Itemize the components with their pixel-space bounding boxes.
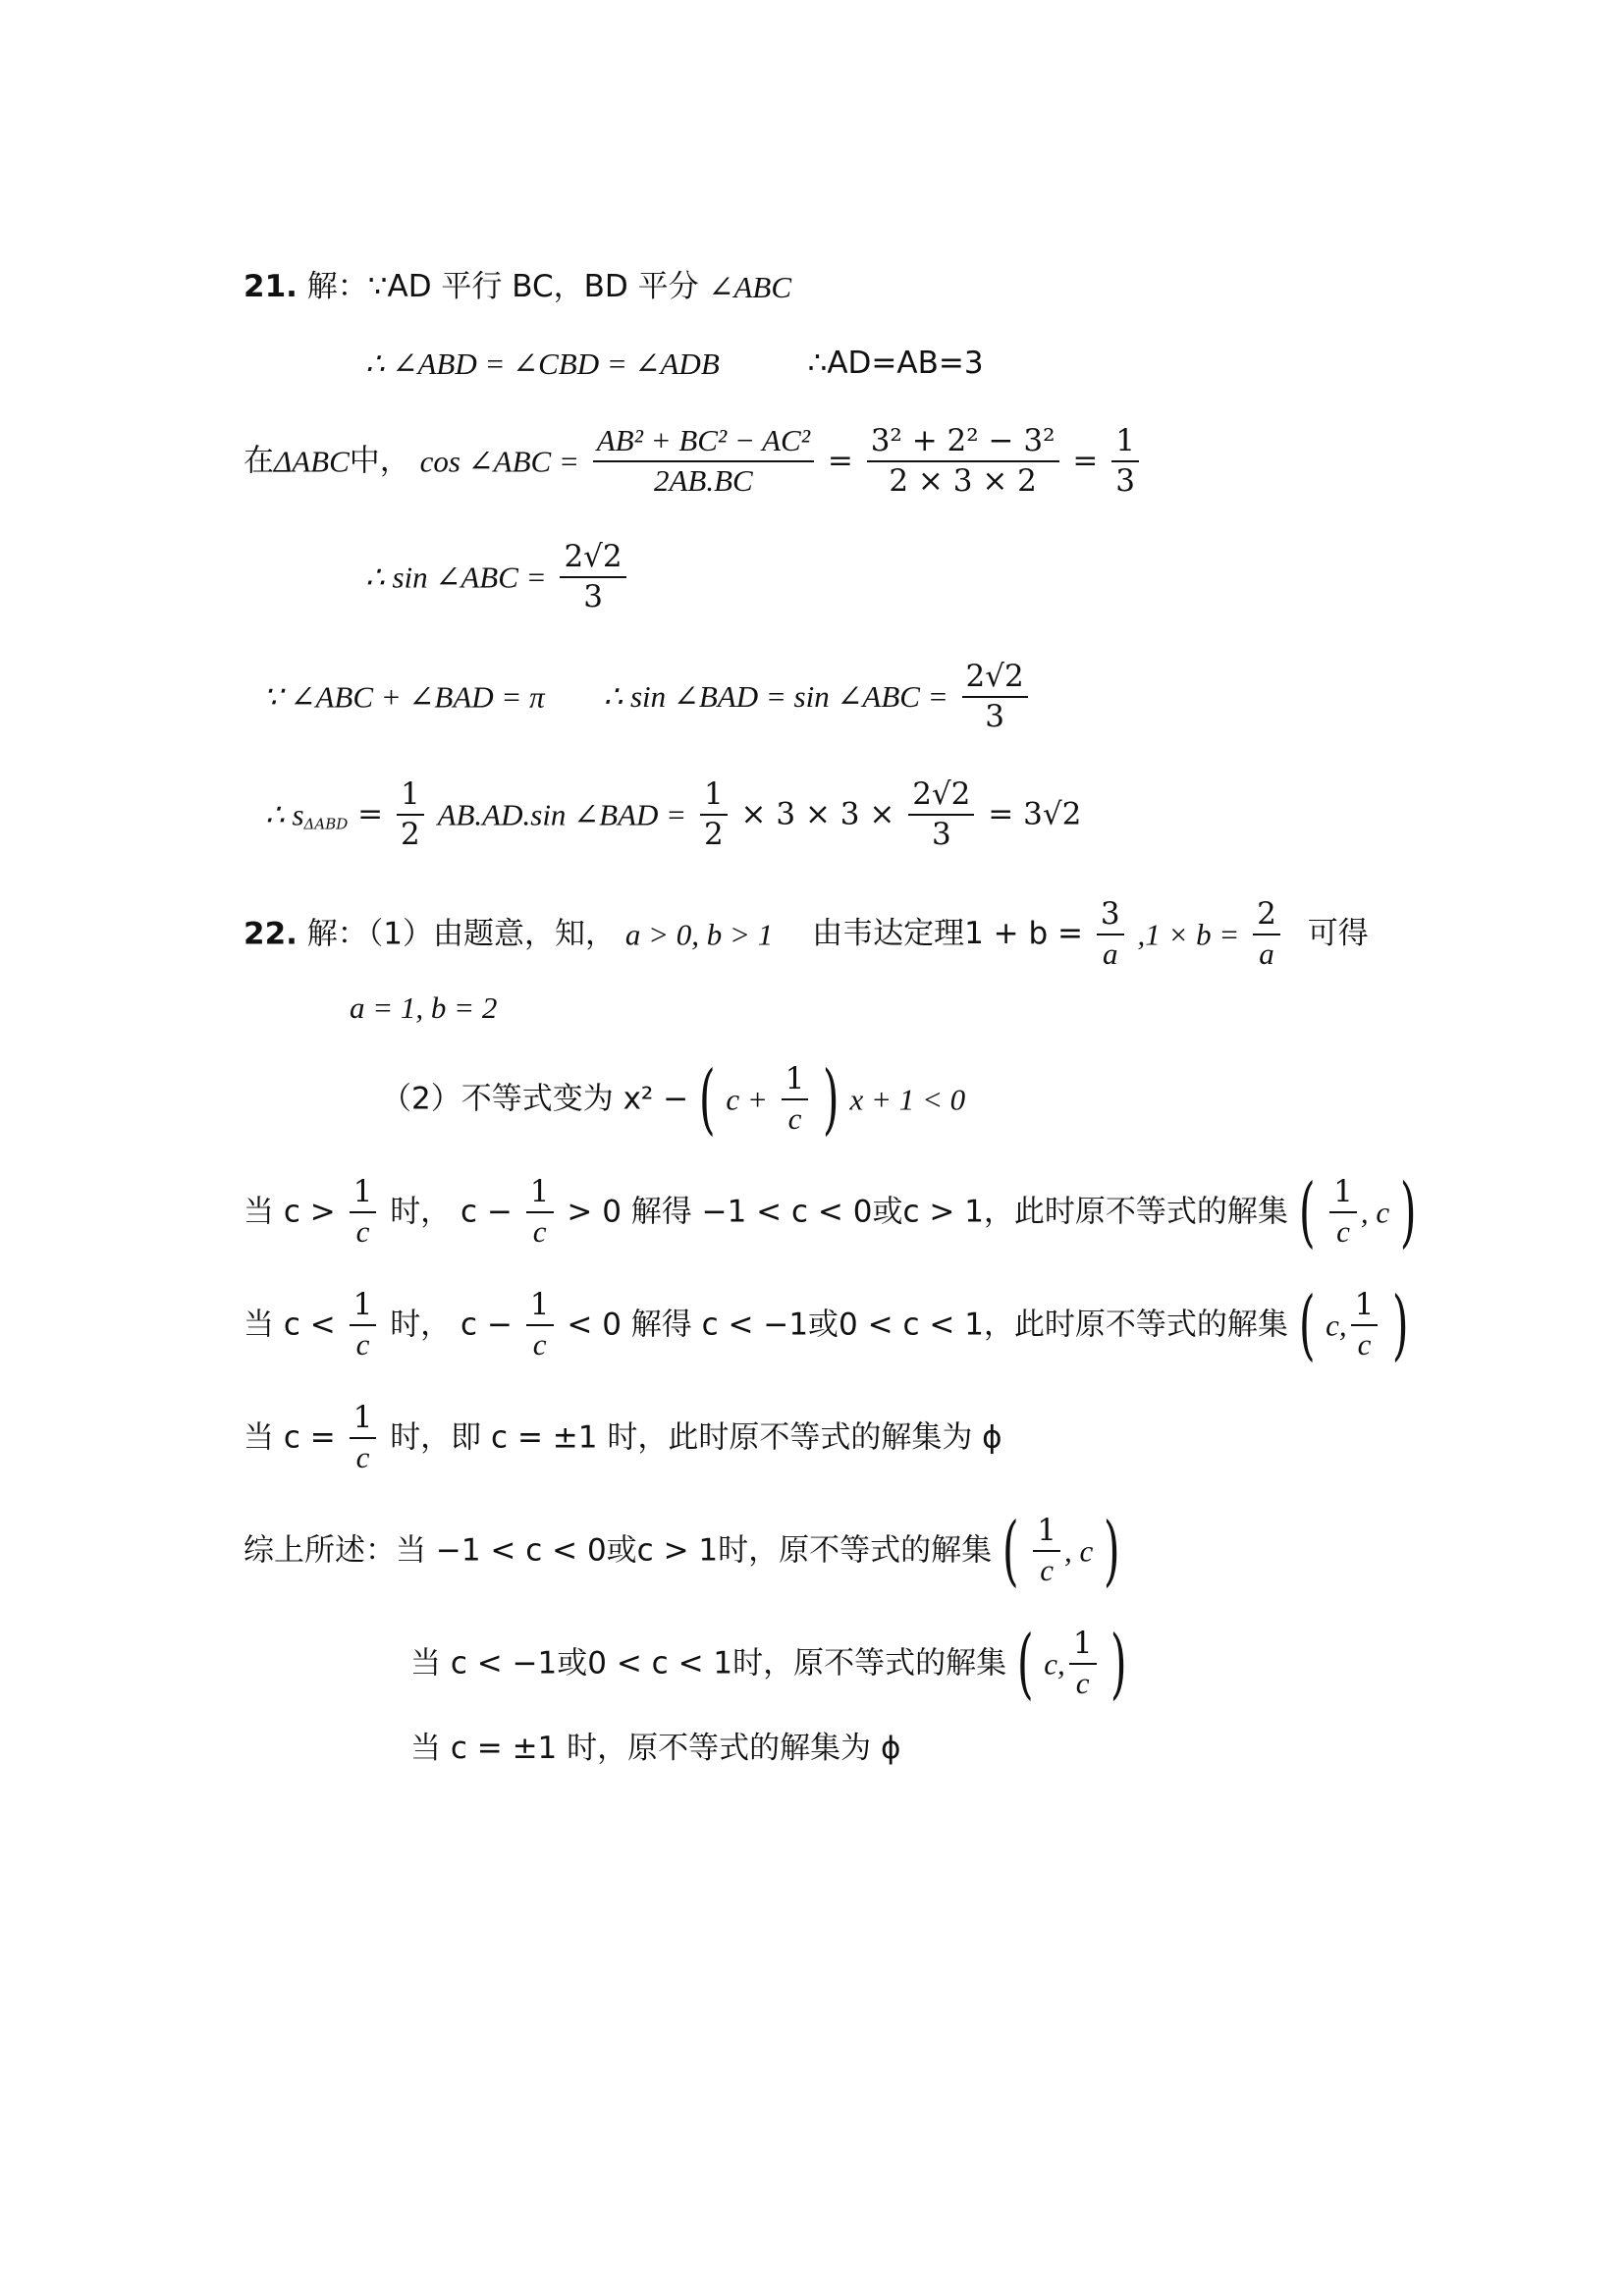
- q21-cos-fraction-2: [867, 422, 1059, 501]
- fraction-denominator: c: [787, 1100, 802, 1136]
- q22-summary-1-upper: , c: [1064, 1533, 1094, 1569]
- fraction-numerator: 1: [1069, 1625, 1097, 1665]
- q22-case1-set-upper: , c: [1360, 1195, 1390, 1230]
- q22-line-3: [381, 1054, 966, 1144]
- fraction-numerator: 1: [350, 1399, 377, 1439]
- q21-supplementary: ∵ ∠ABC + ∠BAD = π: [263, 679, 545, 715]
- fraction-numerator: 1: [1111, 422, 1139, 462]
- right-paren: ): [823, 1054, 839, 1144]
- fraction-numerator: 1: [397, 775, 424, 816]
- q22-case1-when: 时， c −: [390, 1194, 513, 1230]
- q21-angles-equal: ∴ ∠ABD = ∠CBD = ∠ADB: [365, 347, 720, 381]
- q22-line-6: [244, 1399, 1002, 1477]
- fraction-denominator: a: [1259, 935, 1274, 971]
- q21-in: 在: [244, 443, 274, 479]
- left-paren: (: [1298, 1280, 1316, 1369]
- q22-summary-1-frac: [1033, 1512, 1060, 1590]
- fraction-denominator: c: [532, 1213, 547, 1249]
- q21-area-formula: AB.AD.sin ∠BAD =: [437, 797, 687, 832]
- q22-vieta-product: ,1 × b =: [1137, 917, 1240, 952]
- fraction-numerator: 2√2: [560, 538, 625, 578]
- fraction-denominator: 3: [985, 698, 1004, 734]
- right-paren: ): [1399, 1167, 1417, 1256]
- left-paren: (: [1298, 1167, 1316, 1256]
- q22-summary-2-frac: [1069, 1625, 1097, 1703]
- q22-case3-result: 时，即 c = ±1 时，此时原不等式的解集为 ϕ: [390, 1419, 1002, 1456]
- q22-part2-inequality: （2）不等式变为 x² −: [381, 1081, 689, 1117]
- q22-case2-when: 时， c −: [390, 1307, 513, 1343]
- q22-line-1: [244, 895, 1369, 974]
- q22-case2-frac-1: [350, 1286, 377, 1364]
- q21-ad-ab: ∴AD=AB=3: [807, 346, 984, 381]
- q21-half-2: [700, 775, 728, 854]
- q21-in-suffix: 中，: [349, 443, 410, 479]
- q22-case3-frac: [350, 1399, 377, 1477]
- fraction-denominator: c: [355, 1326, 370, 1362]
- fraction-numerator: 1: [1329, 1173, 1357, 1213]
- q22-vieta-fraction-1: [1097, 895, 1124, 974]
- fraction-numerator: 1: [526, 1286, 554, 1326]
- fraction-numerator: 1: [350, 1173, 377, 1213]
- q21-sin-fraction: [560, 538, 625, 616]
- fraction-numerator: 2: [1253, 895, 1280, 935]
- left-paren: (: [698, 1054, 716, 1144]
- q21-half-1: [397, 775, 424, 854]
- q21-line-5: [263, 658, 1032, 736]
- fraction-denominator: c: [355, 1439, 370, 1474]
- q22-summary-2: 当 c < −1或0 < c < 1时，原不等式的解集: [410, 1645, 1007, 1682]
- q22-case2-solve: < 0 解得 c < −1或0 < c < 1，此时原不等式的解集: [567, 1307, 1288, 1343]
- q22-case2-set-frac: [1351, 1286, 1379, 1364]
- q22-conditions: a > 0, b > 1: [624, 917, 774, 952]
- q22-number: 22.: [244, 916, 298, 952]
- q22-case2-set-lower: c,: [1326, 1308, 1347, 1343]
- fraction-denominator: c: [1357, 1326, 1372, 1362]
- left-paren: (: [1016, 1619, 1034, 1708]
- fraction-numerator: 1: [1351, 1286, 1379, 1326]
- q21-sin-lhs: ∴ sin ∠ABC =: [365, 560, 547, 595]
- right-paren: ): [1104, 1506, 1120, 1595]
- fraction-denominator: 3: [931, 816, 951, 852]
- fraction-numerator: 1: [1033, 1512, 1060, 1552]
- fraction-numerator: 1: [526, 1173, 554, 1213]
- fraction-numerator: AB² + BC² − AC²: [593, 422, 814, 462]
- q21-cos-lhs: cos ∠ABC =: [419, 444, 579, 479]
- fraction-denominator: c: [532, 1326, 547, 1362]
- q22-case2-cond: 当 c <: [244, 1307, 336, 1343]
- q21-line-6: [265, 775, 1081, 854]
- q21-area-subscript: ΔABD: [303, 815, 349, 833]
- q22-case1-solve: > 0 解得 −1 < c < 0或c > 1，此时原不等式的解集: [567, 1194, 1288, 1230]
- fraction-numerator: 3² + 2² − 3²: [867, 422, 1059, 462]
- q21-line-4: [365, 538, 630, 616]
- fraction-denominator: 3: [1115, 462, 1135, 499]
- q22-case1-frac-2: [526, 1173, 554, 1252]
- q22-values: a = 1, b = 2: [350, 990, 498, 1025]
- q21-cos-fraction-3: [1111, 422, 1139, 501]
- q22-vieta-fraction-2: [1253, 895, 1280, 974]
- q21-area-symbol: ∴ s: [265, 797, 304, 832]
- q21-sin-bad: ∴ sin ∠BAD = sin ∠ABC =: [603, 679, 948, 715]
- q22-part1-intro: 解：（1）由题意，知，: [306, 916, 617, 952]
- q22-vieta: 由韦达定理1 + b =: [812, 916, 1083, 952]
- q21-line-1: [244, 271, 791, 302]
- right-paren: ): [1392, 1280, 1409, 1369]
- q22-line-7: [244, 1506, 1121, 1595]
- q21-area-fraction: [908, 775, 974, 854]
- fraction-denominator: c: [1336, 1213, 1350, 1249]
- fraction-denominator: 2 × 3 × 2: [889, 462, 1037, 499]
- q21-sin-bad-fraction: [962, 658, 1028, 736]
- q21-area-product: × 3 × 3 ×: [740, 796, 895, 832]
- fraction-denominator: 2: [703, 816, 724, 852]
- q22-line-5: [244, 1280, 1410, 1369]
- q21-angle: ∠ABC: [708, 270, 792, 304]
- q21-eq-1: =: [827, 443, 853, 479]
- fraction-numerator: 1: [700, 775, 728, 816]
- q22-case1-cond: 当 c >: [244, 1194, 336, 1230]
- fraction-numerator: 1: [782, 1060, 809, 1100]
- fraction-denominator: c: [1040, 1552, 1055, 1587]
- left-paren: (: [1001, 1506, 1019, 1595]
- q22-one-over-c: [782, 1060, 809, 1139]
- q21-line-2: [365, 347, 984, 379]
- q22-case2-frac-2: [526, 1286, 554, 1364]
- q22-inequality-tail: x + 1 < 0: [849, 1082, 966, 1117]
- q22-line-8: [410, 1619, 1128, 1708]
- q22-c-plus: c +: [726, 1082, 768, 1117]
- q22-case3-cond: 当 c =: [244, 1419, 336, 1456]
- q22-obtain: 可得: [1307, 916, 1369, 952]
- q21-triangle: ΔABC: [274, 444, 350, 479]
- q21-area-result: = 3√2: [988, 796, 1082, 832]
- fraction-numerator: 2√2: [962, 658, 1028, 698]
- q22-summary-1: 综上所述：当 −1 < c < 0或c > 1时，原不等式的解集: [244, 1532, 993, 1569]
- fraction-denominator: 2AB.BC: [653, 462, 753, 498]
- fraction-denominator: c: [355, 1213, 370, 1249]
- q21-number: 21.: [244, 269, 298, 304]
- q21-eq-2: =: [1072, 443, 1099, 479]
- q22-line-2: [350, 991, 497, 1023]
- q21-area-eq: =: [357, 796, 384, 832]
- q22-line-9: [410, 1733, 900, 1764]
- q21-given: 解：∵AD 平行 BC，BD 平分: [306, 269, 699, 304]
- fraction-denominator: a: [1102, 935, 1118, 971]
- q22-summary-3: 当 c = ±1 时，原不等式的解集为 ϕ: [410, 1731, 901, 1766]
- q22-summary-2-lower: c,: [1044, 1646, 1065, 1682]
- fraction-denominator: 3: [583, 578, 603, 614]
- fraction-numerator: 3: [1097, 895, 1124, 935]
- q22-case1-frac-1: [350, 1173, 377, 1252]
- q22-line-4: [244, 1167, 1417, 1256]
- fraction-numerator: 2√2: [908, 775, 974, 816]
- fraction-denominator: c: [1075, 1665, 1090, 1700]
- q22-case1-set-frac: [1329, 1173, 1357, 1252]
- fraction-denominator: 2: [400, 816, 420, 852]
- q21-cos-fraction-1: [593, 422, 814, 501]
- right-paren: ): [1110, 1619, 1127, 1708]
- fraction-numerator: 1: [350, 1286, 377, 1326]
- q21-line-3: [244, 422, 1143, 501]
